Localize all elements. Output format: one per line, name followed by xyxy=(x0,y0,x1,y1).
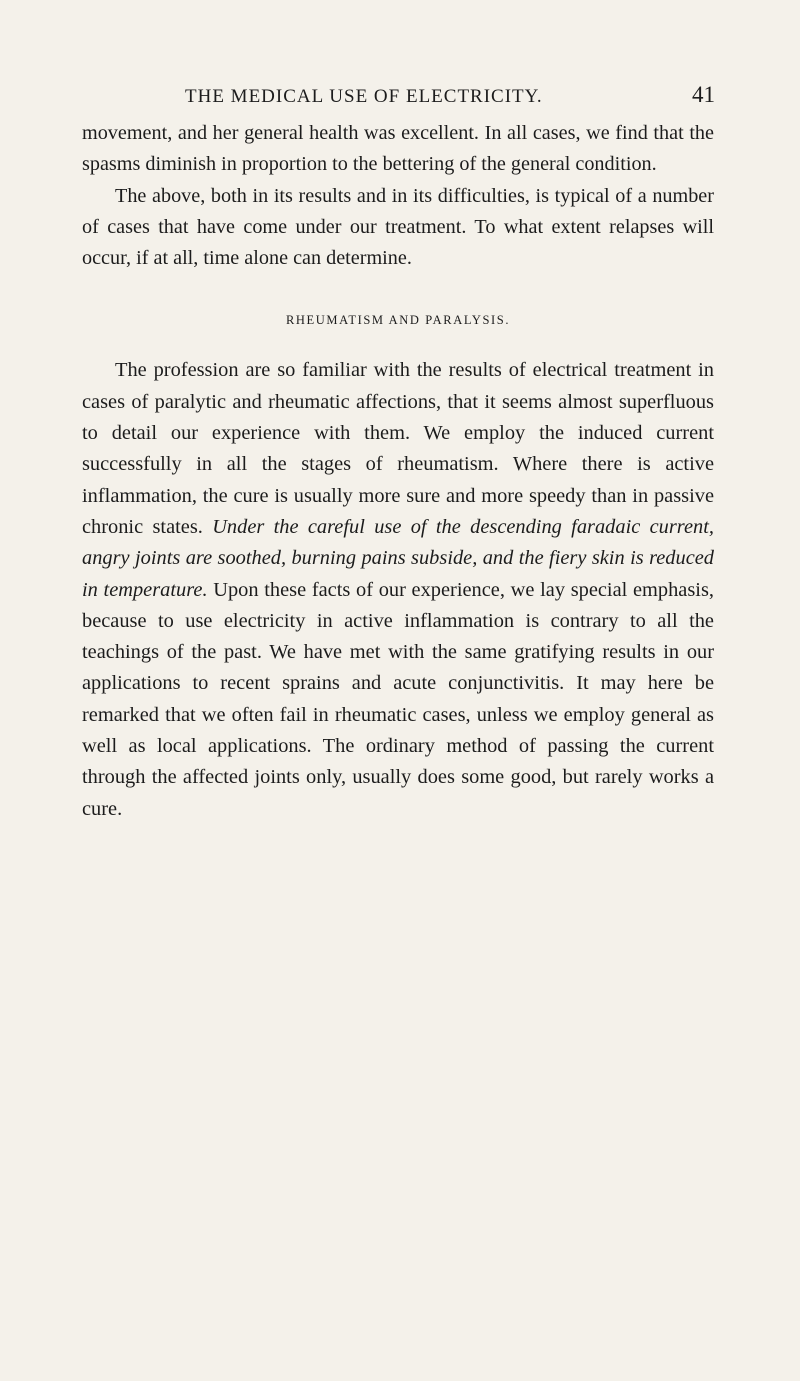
page-number: 41 xyxy=(692,82,715,107)
body-text xyxy=(82,118,714,825)
paragraph-rheumatism-italic: Under the careful use of the descending faradaic current, angry joints are soothed, burning pains subside, and the fiery skin is reduced in temperature. xyxy=(82,515,714,601)
section-heading: RHEUMATISM AND PARALYSIS. xyxy=(285,313,511,328)
paragraph-rheumatism xyxy=(82,355,714,824)
paragraph-typical-cases: The above, both in its results and in its difficulties, is typical of a number of cases that have come under our treatment. To what extent relapses will occur, if at all, time alone can determine. xyxy=(82,184,714,270)
paragraph-rheumatism-text-1: The profession are so familiar with the results of electrical treatment in cases of paralytic and rheumatic affections, that it seems almost superfluous to detail our experience with them. We employ the induced current successfully in all the stages of rheumatism. Where there is active inflammation, the cure is usually more sure and more speedy than in passive chronic states. xyxy=(82,359,714,538)
paragraph-continuation: movement, and her general health was excellent. In all cases, we find that the spasms diminish in proportion to the bettering of the general condition. xyxy=(82,122,714,176)
running-title: THE MEDICAL USE OF ELECTRICITY. xyxy=(185,86,543,107)
paragraph-rheumatism-text-2: Upon these facts of our experience, we lay special emphasis, because to use electricity in active inflammation is contrary to all the teachings of the past. We have met with the same gratifying results in our applications to recent sprains and acute conjunctivitis. It may here be remarked that we often fail in rheumatic cases, unless we employ general as well as local applications. The ordinary method of passing the current through the affected joints only, usually does some good, but rarely works a cure. xyxy=(82,578,714,820)
